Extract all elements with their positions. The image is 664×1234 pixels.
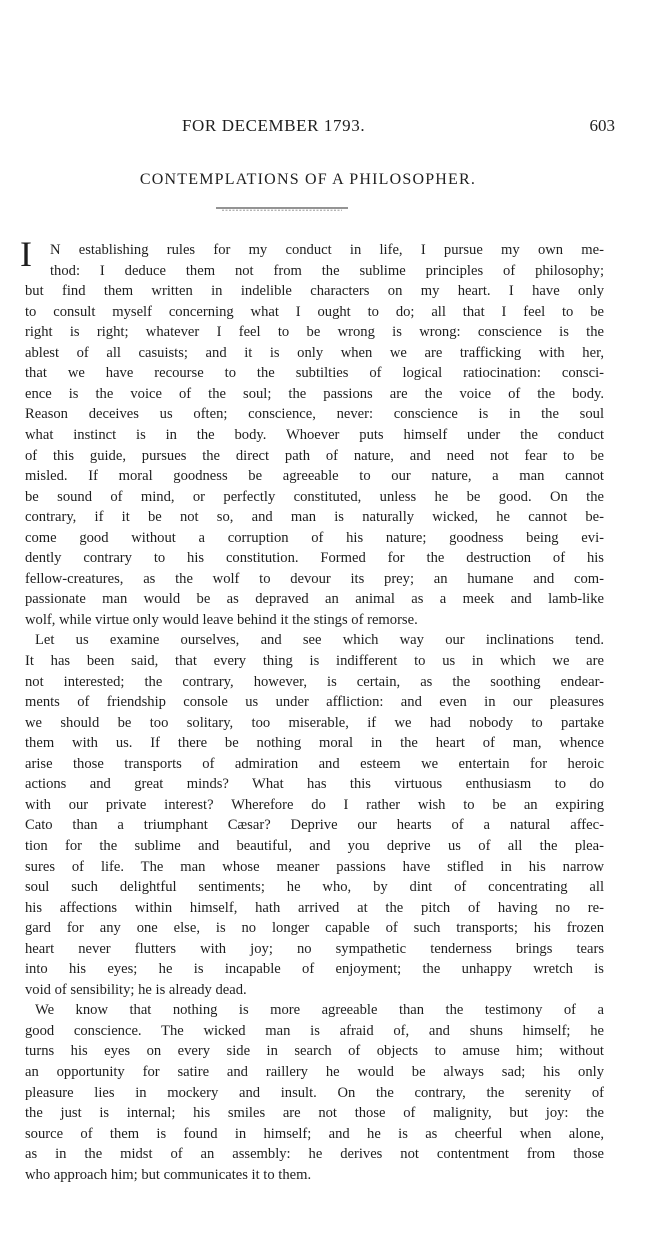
text-line: what instinct is in the body. Whoever puts himself under the conduct <box>25 426 604 443</box>
text-line: heart never flutters with joy; no sympathetic tenderness brings tears <box>25 940 604 957</box>
article-title: CONTEMPLATIONS OF A PHILOSOPHER. <box>139 171 477 188</box>
text-line: pleasure lies in mockery and insult. On the contrary, the serenity of <box>25 1084 604 1101</box>
page-number: 603 <box>589 116 615 135</box>
text-line: with our private interest? Wherefore do I rather wish to be an expiring <box>25 796 604 813</box>
text-line: as in the midst of an assembly: he derives not contentment from those <box>25 1146 604 1163</box>
text-line: ments of friendship console us under affliction: and even in our pleasures <box>25 694 604 711</box>
text-line: into his eyes; he is incapable of enjoyment; the unhappy wretch is <box>25 961 604 978</box>
text-line: come good without a corruption of his nature; goodness being evi- <box>25 529 604 546</box>
text-line: them with us. If there be nothing moral in the heart of man, whence <box>25 735 604 752</box>
text-line: void of sensibility; he is already dead. <box>25 981 247 998</box>
text-line: sures of life. The man whose meaner passions have stifled in his narrow <box>25 858 604 875</box>
text-line: Let us examine ourselves, and see which way our inclinations tend. <box>35 632 604 649</box>
title-rule-ornament <box>216 206 348 212</box>
text-line: an opportunity for satire and raillery he would be always sad; his only <box>25 1064 604 1080</box>
text-line: arise those transports of admiration and esteem we entertain for heroic <box>25 755 604 772</box>
text-line: be sound of mind, or perfectly constituted, unless he be good. On the <box>25 488 604 505</box>
text-line: turns his eyes on every side in search of objects to amuse him; without <box>25 1043 604 1060</box>
text-line: right is right; whatever I feel to be wrong is wrong: conscience is the <box>25 324 604 341</box>
text-line: not interested; the contrary, however, is certain, as the soothing endear- <box>25 673 604 690</box>
text-line: good conscience. The wicked man is afraid of, and shuns himself; he <box>25 1022 604 1039</box>
text-line: We know that nothing is more agreeable than the testimony of a <box>35 1002 604 1019</box>
text-line: to consult myself concerning what I ought to do; all that I feel to be <box>25 303 604 320</box>
text-line: Reason deceives us often; conscience, never: conscience is in the soul <box>25 406 604 423</box>
text-line: gard for any one else, is no longer capable of such transports; his frozen <box>25 920 604 937</box>
text-line: wolf, while virtue only would leave behind it the stings of remorse. <box>25 611 418 628</box>
text-line: fellow-creatures, as the wolf to devour its prey; an humane and com- <box>25 570 604 587</box>
text-line: soul such delightful sentiments; he who, by dint of concentrating all <box>25 879 604 896</box>
text-line: actions and great minds? What has this virtuous enthusiasm to do <box>25 776 604 793</box>
text-line: contrary, if it be not so, and man is naturally wicked, he cannot be- <box>25 509 604 526</box>
text-line: we should be too solitary, too miserable, if we had nobody to partake <box>25 714 604 731</box>
text-line: It has been said, that every thing is indifferent to us in which we are <box>25 653 604 669</box>
drop-cap: I <box>20 234 32 274</box>
text-line: source of them is found in himself; and he is as cheerful when alone, <box>25 1125 604 1142</box>
text-line: N establishing rules for my conduct in life, I pursue my own me- <box>50 242 604 258</box>
running-title: FOR DECEMBER 1793. <box>182 116 366 135</box>
text-line: who approach him; but communicates it to them. <box>25 1166 312 1183</box>
text-line: ence is the voice of the soul; the passions are the voice of the body. <box>25 385 604 402</box>
text-line: Cato than a triumphant Cæsar? Deprive our hearts of a natural affec- <box>25 817 604 834</box>
text-line: passionate man would be as depraved an animal as a meek and lamb-like <box>25 591 604 608</box>
running-head <box>100 116 615 140</box>
text-line: tion for the sublime and beautiful, and you deprive us of all the plea- <box>25 837 604 854</box>
text-line: that we have recourse to the subtilties of logical ratiocination: consci- <box>25 365 604 382</box>
text-line: dently contrary to his constitution. Formed for the destruction of his <box>25 550 604 567</box>
text-line: thod: I deduce them not from the sublime principles of philosophy; <box>50 262 604 279</box>
text-line: ablest of all casuists; and it is only when we are trafficking with her, <box>25 344 604 361</box>
text-line: misled. If moral goodness be agreeable to our nature, a man cannot <box>25 468 604 485</box>
text-line: the just is internal; his smiles are not those of malignity, but joy: the <box>25 1105 604 1122</box>
text-line: but find them written in indelible characters on my heart. I have only <box>25 283 604 300</box>
text-line: of this guide, pursues the direct path of nature, and need not fear to be <box>25 447 604 464</box>
text-line: his affections within himself, hath arrived at the pitch of having no re- <box>25 899 604 916</box>
